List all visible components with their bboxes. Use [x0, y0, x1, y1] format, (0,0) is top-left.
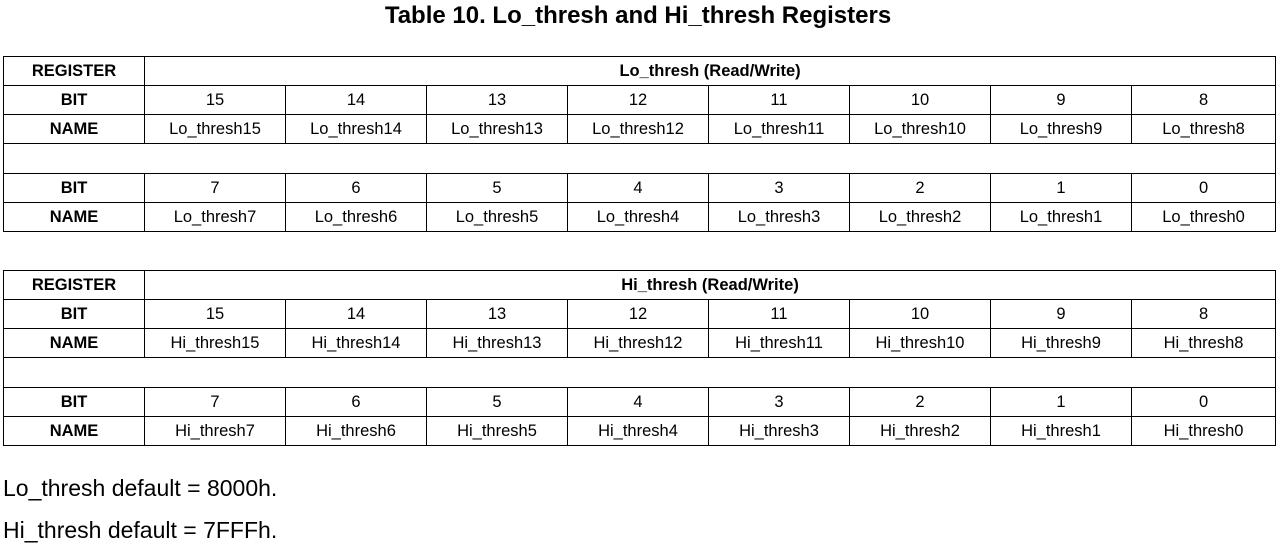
- name-cell: Hi_thresh4: [568, 417, 709, 446]
- hi-thresh-register-table: [3, 270, 1276, 446]
- bit-cell: 9: [991, 300, 1132, 329]
- name-cell: Lo_thresh1: [991, 203, 1132, 232]
- name-row-upper: [4, 115, 1276, 144]
- register-name: Hi_thresh (Read/Write): [145, 271, 1276, 300]
- bit-row-upper: [4, 300, 1276, 329]
- name-cell: Lo_thresh13: [427, 115, 568, 144]
- name-label: NAME: [4, 417, 145, 446]
- name-row-upper: [4, 329, 1276, 358]
- bit-cell: 1: [991, 174, 1132, 203]
- name-cell: Lo_thresh4: [568, 203, 709, 232]
- register-label: REGISTER: [4, 57, 145, 86]
- name-cell: Hi_thresh15: [145, 329, 286, 358]
- name-cell: Lo_thresh9: [991, 115, 1132, 144]
- name-cell: Lo_thresh10: [850, 115, 991, 144]
- hi-thresh-default-note: Hi_thresh default = 7FFFh.: [3, 517, 278, 543]
- bit-row-upper: [4, 86, 1276, 115]
- bit-cell: 14: [286, 86, 427, 115]
- name-row-lower: [4, 417, 1276, 446]
- bit-cell: 12: [568, 300, 709, 329]
- bit-cell: 1: [991, 388, 1132, 417]
- name-cell: Lo_thresh15: [145, 115, 286, 144]
- table-title: Table 10. Lo_thresh and Hi_thresh Registers: [384, 2, 892, 29]
- name-cell: Hi_thresh1: [991, 417, 1132, 446]
- register-row: [4, 271, 1276, 300]
- bit-row-lower: [4, 174, 1276, 203]
- name-cell: Hi_thresh13: [427, 329, 568, 358]
- name-cell: Lo_thresh12: [568, 115, 709, 144]
- name-label: NAME: [4, 115, 145, 144]
- bit-cell: 2: [850, 388, 991, 417]
- bit-cell: 4: [568, 174, 709, 203]
- bit-cell: 6: [286, 388, 427, 417]
- bit-cell: 3: [709, 388, 850, 417]
- spacer-cell: [4, 144, 1276, 174]
- name-cell: Lo_thresh5: [427, 203, 568, 232]
- spacer-row: [4, 358, 1276, 388]
- bit-cell: 8: [1132, 86, 1276, 115]
- spacer-row: [4, 144, 1276, 174]
- name-cell: Hi_thresh10: [850, 329, 991, 358]
- bit-cell: 7: [145, 388, 286, 417]
- name-cell: Lo_thresh6: [286, 203, 427, 232]
- bit-row-lower: [4, 388, 1276, 417]
- bit-cell: 0: [1132, 388, 1276, 417]
- bit-cell: 13: [427, 86, 568, 115]
- name-cell: Hi_thresh5: [427, 417, 568, 446]
- bit-cell: 12: [568, 86, 709, 115]
- register-row: [4, 57, 1276, 86]
- name-cell: Hi_thresh11: [709, 329, 850, 358]
- lo-thresh-default-note: Lo_thresh default = 8000h.: [3, 475, 278, 501]
- bit-cell: 14: [286, 300, 427, 329]
- bit-cell: 13: [427, 300, 568, 329]
- name-label: NAME: [4, 329, 145, 358]
- register-name: Lo_thresh (Read/Write): [145, 57, 1276, 86]
- name-cell: Hi_thresh8: [1132, 329, 1276, 358]
- bit-label: BIT: [4, 388, 145, 417]
- name-cell: Hi_thresh7: [145, 417, 286, 446]
- name-cell: Lo_thresh14: [286, 115, 427, 144]
- name-cell: Lo_thresh0: [1132, 203, 1276, 232]
- name-cell: Hi_thresh6: [286, 417, 427, 446]
- bit-cell: 10: [850, 86, 991, 115]
- bit-cell: 4: [568, 388, 709, 417]
- name-cell: Lo_thresh11: [709, 115, 850, 144]
- bit-cell: 3: [709, 174, 850, 203]
- bit-cell: 5: [427, 174, 568, 203]
- bit-label: BIT: [4, 300, 145, 329]
- name-cell: Hi_thresh9: [991, 329, 1132, 358]
- name-cell: Hi_thresh3: [709, 417, 850, 446]
- bit-cell: 15: [145, 86, 286, 115]
- bit-cell: 7: [145, 174, 286, 203]
- name-label: NAME: [4, 203, 145, 232]
- bit-cell: 8: [1132, 300, 1276, 329]
- register-label: REGISTER: [4, 271, 145, 300]
- bit-cell: 11: [709, 86, 850, 115]
- name-cell: Lo_thresh2: [850, 203, 991, 232]
- bit-cell: 5: [427, 388, 568, 417]
- name-cell: Lo_thresh8: [1132, 115, 1276, 144]
- lo-thresh-register-table: [3, 56, 1276, 232]
- name-cell: Hi_thresh14: [286, 329, 427, 358]
- name-cell: Hi_thresh12: [568, 329, 709, 358]
- bit-cell: 10: [850, 300, 991, 329]
- name-cell: Lo_thresh3: [709, 203, 850, 232]
- name-row-lower: [4, 203, 1276, 232]
- bit-cell: 9: [991, 86, 1132, 115]
- name-cell: Lo_thresh7: [145, 203, 286, 232]
- name-cell: Hi_thresh0: [1132, 417, 1276, 446]
- bit-cell: 2: [850, 174, 991, 203]
- bit-cell: 6: [286, 174, 427, 203]
- bit-cell: 15: [145, 300, 286, 329]
- bit-cell: 0: [1132, 174, 1276, 203]
- bit-cell: 11: [709, 300, 850, 329]
- bit-label: BIT: [4, 86, 145, 115]
- bit-label: BIT: [4, 174, 145, 203]
- spacer-cell: [4, 358, 1276, 388]
- name-cell: Hi_thresh2: [850, 417, 991, 446]
